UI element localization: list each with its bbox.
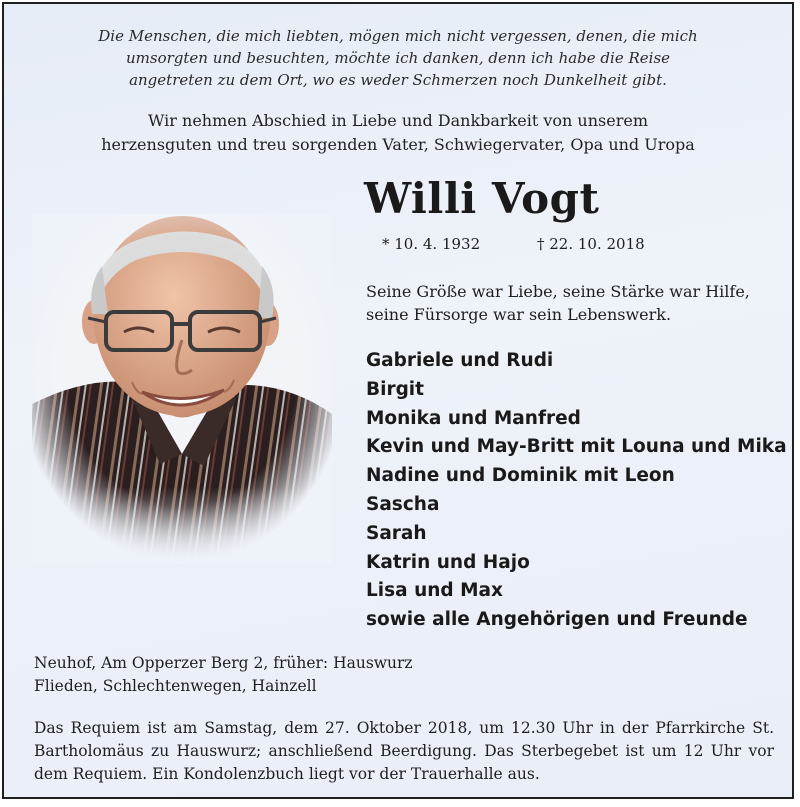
- obituary-notice: [2, 2, 794, 799]
- birth-date: * 10. 4. 1932: [382, 235, 481, 253]
- mourner-entry: sowie alle Angehörigen und Freunde: [366, 609, 748, 631]
- deceased-name: Willi Vogt: [364, 174, 600, 223]
- motto-line: umsorgten und besuchten, möchte ich danken, denn ich habe die Reise: [125, 49, 671, 67]
- mourner-entry: Katrin und Hajo: [366, 551, 530, 573]
- mourner-entry: Sarah: [366, 522, 427, 544]
- mourner-entry: Birgit: [366, 378, 424, 400]
- mourner-entry: Kevin und May-Britt mit Louna und Mika: [366, 436, 787, 458]
- death-date: † 22. 10. 2018: [537, 235, 645, 253]
- tribute-quote: [366, 280, 786, 326]
- mourner-entry: Lisa und Max: [366, 580, 503, 602]
- family-address: [34, 652, 534, 698]
- intro-line: herzensguten und treu sorgenden Vater, Schwiegervater, Opa und Uropa: [101, 135, 695, 154]
- mourner-entry: Sascha: [366, 493, 440, 515]
- mourner-entry: Gabriele und Rudi: [366, 350, 554, 371]
- quote-line: seine Fürsorge war sein Lebenswerk.: [366, 305, 672, 324]
- motto-line: angetreten zu dem Ort, wo es weder Schmerzen noch Dunkelheit gibt.: [129, 71, 667, 89]
- intro-line: Wir nehmen Abschied in Liebe und Dankbarkeit von unserem: [148, 111, 648, 130]
- requiem-details: Das Requiem ist am Samstag, dem 27. Oktober 2018, um 12.30 Uhr in der Pfarrkirche St. Bartholomäus zu Hauswurz; anschließend Beerdigung. Das Sterbegebet ist um 12 Uhr vor dem Requiem. Ein Kondolenzbuch liegt vor der Trauerhalle aus.: [34, 719, 774, 783]
- address-line: Flieden, Schlechtenwegen, Hainzell: [34, 677, 317, 695]
- mourners-list: [366, 347, 786, 635]
- farewell-intro: [4, 109, 792, 157]
- quote-line: Seine Größe war Liebe, seine Stärke war Hilfe,: [366, 282, 750, 301]
- mourner-entry: Monika und Manfred: [366, 407, 581, 429]
- address-line: Neuhof, Am Opperzer Berg 2, früher: Hauswurz: [34, 654, 413, 672]
- mourner-entry: Nadine und Dominik mit Leon: [366, 465, 675, 487]
- motto-poem: [4, 25, 792, 91]
- motto-line: Die Menschen, die mich liebten, mögen mich nicht vergessen, denen, die mich: [98, 27, 698, 45]
- portrait-photo: [32, 214, 332, 564]
